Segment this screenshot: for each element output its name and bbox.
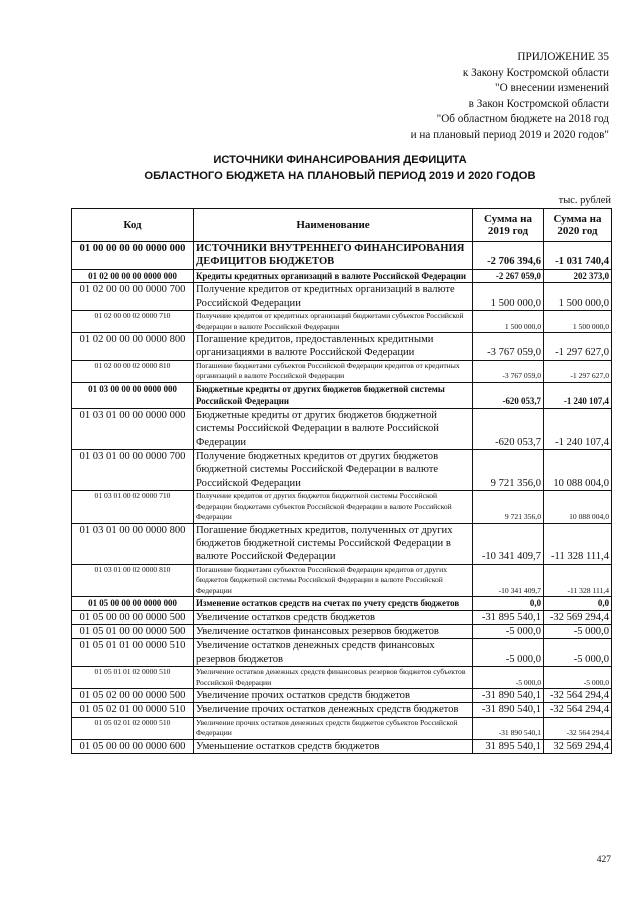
title-line-2: ОБЛАСТНОГО БЮДЖЕТА НА ПЛАНОВЫЙ ПЕРИОД 2019 И 2020 ГОДОВ: [144, 170, 536, 182]
row-sum-2020: -1 297 627,0: [544, 360, 612, 382]
row-code: 01 02 00 00 02 0000 810: [72, 360, 194, 382]
row-sum-2020: -1 240 107,4: [544, 408, 612, 449]
row-sum-2019: -5 000,0: [473, 639, 544, 667]
row-code: 01 05 01 00 00 0000 500: [72, 624, 194, 638]
row-name: Погашение кредитов, предоставленных кредитными организациями в валюте Российской Федерации: [194, 333, 473, 361]
row-sum-2019: 1 500 000,0: [473, 283, 544, 311]
row-name: Увеличение прочих остатков денежных средств бюджетов субъектов Российской Федерации: [194, 717, 473, 739]
row-sum-2020: -11 328 111,4: [544, 523, 612, 564]
row-code: 01 05 01 01 00 0000 510: [72, 639, 194, 667]
table-row: [72, 283, 612, 311]
table-row: [72, 624, 612, 638]
row-sum-2019: -31 890 540,1: [473, 717, 544, 739]
row-name: Бюджетные кредиты от других бюджетов бюджетной системы Российской Федерации: [194, 382, 473, 408]
table-row: [72, 242, 612, 270]
row-sum-2020: 1 500 000,0: [544, 311, 612, 333]
row-name: Изменение остатков средств на счетах по учету средств бюджетов: [194, 596, 473, 610]
row-code: 01 02 00 00 00 0000 800: [72, 333, 194, 361]
row-sum-2019: 1 500 000,0: [473, 311, 544, 333]
financing-sources-table: [71, 208, 612, 754]
appendix-line: к Закону Костромской области: [462, 66, 609, 79]
header-sum-2020: Сумма на 2020 год: [544, 209, 612, 242]
row-sum-2020: 202 373,0: [544, 269, 612, 283]
row-sum-2019: -10 341 409,7: [473, 523, 544, 564]
header-code: Код: [72, 209, 194, 242]
row-sum-2019: -3 767 059,0: [473, 360, 544, 382]
row-name: Бюджетные кредиты от других бюджетов бюджетной системы Российской Федерации в валюте Российской Федерации: [194, 408, 473, 449]
row-sum-2020: -32 569 294,4: [544, 610, 612, 624]
row-code: 01 00 00 00 00 0000 000: [72, 242, 194, 270]
row-name: ИСТОЧНИКИ ВНУТРЕННЕГО ФИНАНСИРОВАНИЯ ДЕФИЦИТОВ БЮДЖЕТОВ: [194, 242, 473, 270]
row-name: Получение бюджетных кредитов от других бюджетов бюджетной системы Российской Федерации в валюте Российской Федерации: [194, 450, 473, 491]
row-name: Кредиты кредитных организаций в валюте Российской Федерации: [194, 269, 473, 283]
table-row: [72, 688, 612, 702]
row-name: Погашение бюджетами субъектов Российской Федерации кредитов от кредитных организаций в валюте Российской Федерации: [194, 360, 473, 382]
row-sum-2020: -5 000,0: [544, 624, 612, 638]
row-code: 01 03 01 00 02 0000 810: [72, 564, 194, 596]
title-line-1: ИСТОЧНИКИ ФИНАНСИРОВАНИЯ ДЕФИЦИТА: [213, 154, 467, 166]
table-row: [72, 382, 612, 408]
table-row: [72, 667, 612, 689]
row-sum-2019: 0,0: [473, 596, 544, 610]
row-code: 01 03 01 00 00 0000 800: [72, 523, 194, 564]
row-sum-2019: -31 890 540,1: [473, 688, 544, 702]
appendix-line: в Закон Костромской области: [468, 97, 609, 110]
row-code: 01 02 00 00 00 0000 700: [72, 283, 194, 311]
row-name: Увеличение остатков денежных средств финансовых резервов бюджетов: [194, 639, 473, 667]
row-name: Увеличение прочих остатков средств бюджетов: [194, 688, 473, 702]
row-code: 01 05 00 00 00 0000 600: [72, 739, 194, 753]
row-sum-2020: 1 500 000,0: [544, 283, 612, 311]
appendix-line: ПРИЛОЖЕНИЕ 35: [517, 51, 609, 63]
row-code: 01 05 02 01 00 0000 510: [72, 703, 194, 717]
row-sum-2020: 0,0: [544, 596, 612, 610]
row-name: Погашение бюджетных кредитов, полученных от других бюджетов бюджетной системы Российской Федерации в валюте Российской Федерации: [194, 523, 473, 564]
row-sum-2019: -2 267 059,0: [473, 269, 544, 283]
row-sum-2019: -31 895 540,1: [473, 610, 544, 624]
row-code: 01 03 00 00 00 0000 000: [72, 382, 194, 408]
table-body: [72, 242, 612, 754]
appendix-line: и на плановый период 2019 и 2020 годов": [410, 128, 609, 141]
row-code: 01 05 00 00 00 0000 000: [72, 596, 194, 610]
table-row: [72, 739, 612, 753]
row-sum-2020: 32 569 294,4: [544, 739, 612, 753]
table-row: [72, 269, 612, 283]
row-sum-2019: 9 721 356,0: [473, 491, 544, 523]
row-name: Получение кредитов от кредитных организаций бюджетами субъектов Российской Федерации в валюте Российской Федерации: [194, 311, 473, 333]
row-sum-2019: -620 053,7: [473, 382, 544, 408]
row-code: 01 05 01 01 02 0000 510: [72, 667, 194, 689]
table-row: [72, 610, 612, 624]
table-row: [72, 333, 612, 361]
row-name: Получение кредитов от кредитных организаций в валюте Российской Федерации: [194, 283, 473, 311]
row-sum-2020: -5 000,0: [544, 639, 612, 667]
appendix-line: "О внесении изменений: [495, 82, 609, 95]
row-name: Погашение бюджетами субъектов Российской Федерации кредитов от других бюджетов бюджетной системы Российской Федерации в валюте Российской Федерации: [194, 564, 473, 596]
row-sum-2019: 9 721 356,0: [473, 450, 544, 491]
row-sum-2019: -3 767 059,0: [473, 333, 544, 361]
row-name: Уменьшение остатков средств бюджетов: [194, 739, 473, 753]
document-title: [60, 152, 620, 184]
table-row: [72, 639, 612, 667]
row-sum-2020: -1 240 107,4: [544, 382, 612, 408]
table-row: [72, 564, 612, 596]
row-code: 01 05 02 00 00 0000 500: [72, 688, 194, 702]
table-row: [72, 523, 612, 564]
row-name: Увеличение остатков денежных средств финансовых резервов бюджетов субъектов Российской Федерации: [194, 667, 473, 689]
row-code: 01 05 02 01 02 0000 510: [72, 717, 194, 739]
units-label: тыс. рублей: [558, 195, 611, 206]
row-code: 01 03 01 00 00 0000 700: [72, 450, 194, 491]
row-sum-2020: -32 564 294,4: [544, 703, 612, 717]
table-row: [72, 311, 612, 333]
row-sum-2020: -5 000,0: [544, 667, 612, 689]
table-row: [72, 450, 612, 491]
row-sum-2020: -1 031 740,4: [544, 242, 612, 270]
row-code: 01 03 01 00 00 0000 000: [72, 408, 194, 449]
table-row: [72, 703, 612, 717]
table-header-row: [72, 209, 612, 242]
row-sum-2020: 10 088 004,0: [544, 491, 612, 523]
table-row: [72, 360, 612, 382]
header-name: Наименование: [194, 209, 473, 242]
row-code: 01 02 00 00 02 0000 710: [72, 311, 194, 333]
row-code: 01 05 00 00 00 0000 500: [72, 610, 194, 624]
row-sum-2019: -5 000,0: [473, 667, 544, 689]
row-sum-2019: -10 341 409,7: [473, 564, 544, 596]
row-sum-2019: -5 000,0: [473, 624, 544, 638]
row-name: Увеличение остатков средств бюджетов: [194, 610, 473, 624]
header-sum-2019: Сумма на 2019 год: [473, 209, 544, 242]
row-sum-2020: -32 564 294,4: [544, 688, 612, 702]
row-name: Увеличение прочих остатков денежных средств бюджетов: [194, 703, 473, 717]
table-row: [72, 717, 612, 739]
appendix-line: "Об областном бюджете на 2018 год: [436, 113, 609, 126]
row-code: 01 03 01 00 02 0000 710: [72, 491, 194, 523]
row-sum-2019: -620 053,7: [473, 408, 544, 449]
page-number: 427: [596, 855, 611, 865]
table-row: [72, 596, 612, 610]
row-sum-2020: -11 328 111,4: [544, 564, 612, 596]
appendix-header: [289, 50, 609, 144]
table-row: [72, 408, 612, 449]
row-sum-2020: -1 297 627,0: [544, 333, 612, 361]
row-name: Увеличение остатков финансовых резервов бюджетов: [194, 624, 473, 638]
row-sum-2020: -32 564 294,4: [544, 717, 612, 739]
row-sum-2019: 31 895 540,1: [473, 739, 544, 753]
row-name: Получение кредитов от других бюджетов бюджетной системы Российской Федерации бюджетами субъектов Российской Федерации в валюте Российской Федерации: [194, 491, 473, 523]
row-code: 01 02 00 00 00 0000 000: [72, 269, 194, 283]
row-sum-2019: -2 706 394,6: [473, 242, 544, 270]
table-row: [72, 491, 612, 523]
row-sum-2019: -31 890 540,1: [473, 703, 544, 717]
row-sum-2020: 10 088 004,0: [544, 450, 612, 491]
